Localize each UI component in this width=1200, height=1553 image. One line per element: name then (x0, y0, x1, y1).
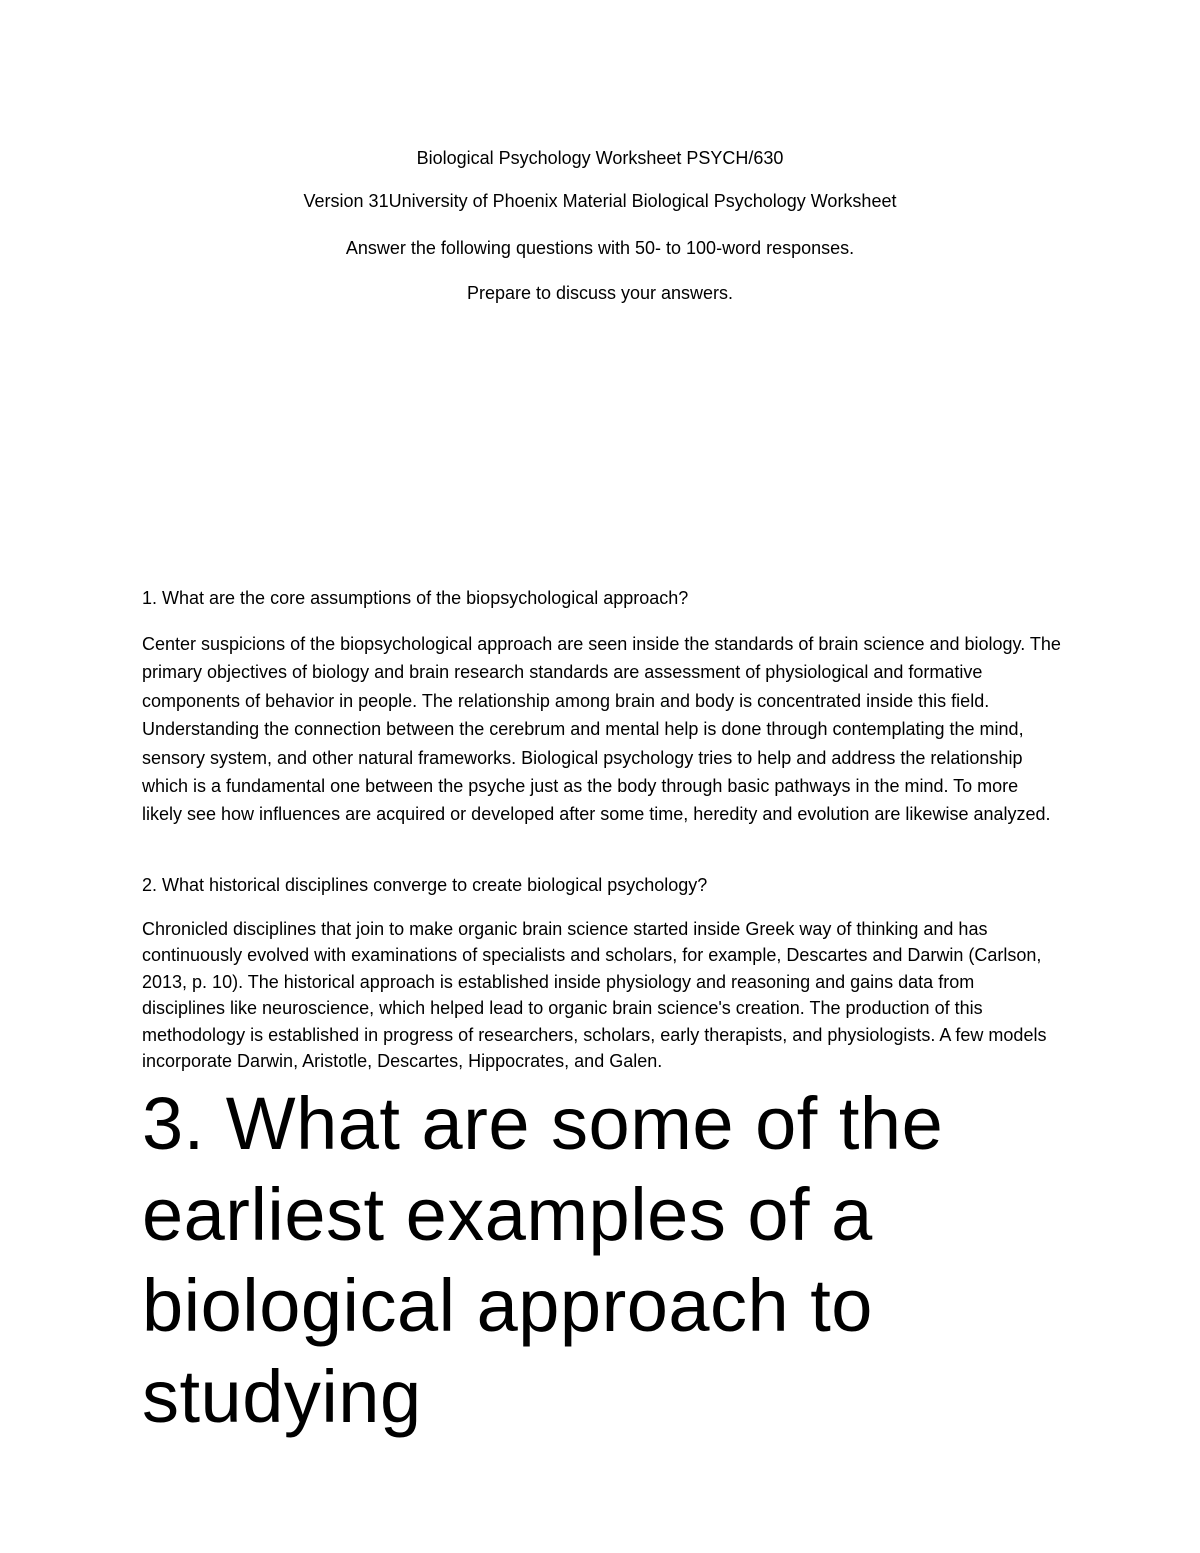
prepare-line: Prepare to discuss your answers. (466, 283, 734, 303)
question-3-heading: 3. What are some of the earliest examples of a biological approach to studying (142, 1082, 944, 1438)
answer-1: Center suspicions of the biopsychological approach are seen inside the standards of brain science and biology. The primary objectives of biology and brain research standards are assessment of physiological and formative components of behavior in people. The relationship among brain and body is concentrated inside this field. Understanding the connection between the cerebrum and mental help is done through contemplating the mind, sensory system, and other natural frameworks. Biological psychology tries to help and address the relationship which is a fundamental one between the psyche just as the body through basic pathways in the mind. To more likely see how influences are acquired or developed after some time, heredity and evolution are likewise analyzed. (142, 634, 1061, 825)
version-line: Version 31University of Phoenix Material Biological Psychology Worksheet (303, 191, 897, 211)
instructions-line: Answer the following questions with 50- to 100-word responses. (345, 238, 855, 258)
answer-2: Chronicled disciplines that join to make organic brain science started inside Greek way of thinking and has continuously evolved with examinations of specialists and scholars, for example, Descartes and Darwin (Carlson, 2013, p. 10). The historical approach is established inside physiology and reasoning and gains data from disciplines like neuroscience, which helped lead to organic brain science's creation. The production of this methodology is established in progress of researchers, scholars, early therapists, and physiologists. A few models incorporate Darwin, Aristotle, Descartes, Hippocrates, and Galen. (142, 919, 1047, 1072)
question-1: 1. What are the core assumptions of the biopsychological approach? (142, 588, 689, 608)
question-1-block (142, 586, 1062, 829)
document-title: Biological Psychology Worksheet PSYCH/630 (416, 148, 784, 168)
question-2: 2. What historical disciplines converge to create biological psychology? (142, 875, 708, 895)
question-2-block (142, 873, 1062, 1074)
